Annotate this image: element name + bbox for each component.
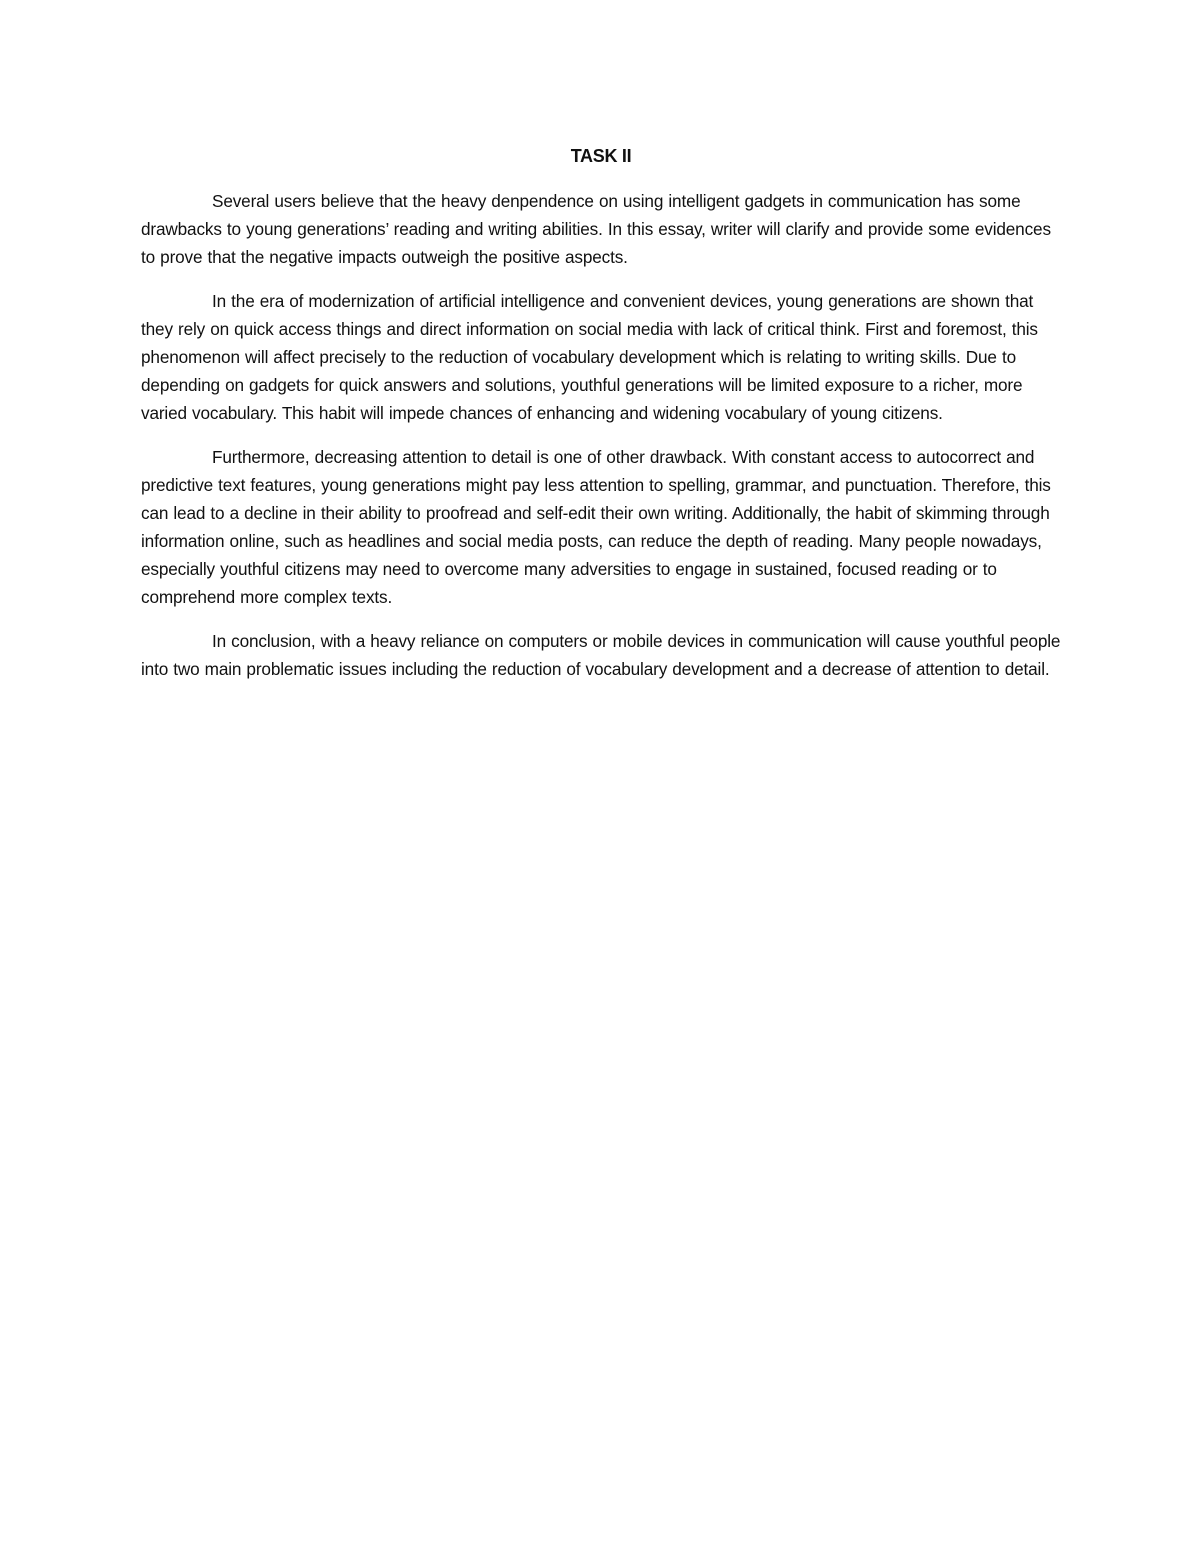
paragraph-conclusion: In conclusion, with a heavy reliance on computers or mobile devices in communication will cause youthful people into two main problematic issues including the reduction of vocabulary development and a decrease of attention to detail. (141, 631, 1061, 679)
paragraph-introduction: Several users believe that the heavy denpendence on using intelligent gadgets in communication has some drawbacks to young generations’ reading and writing abilities. In this essay, writer will clarify and provide some evidences to prove that the negative impacts outweigh the positive aspects. (141, 191, 1051, 267)
document-body (141, 144, 1061, 699)
paragraph-vocabulary: In the era of modernization of artificial intelligence and convenient devices, young generations are shown that they rely on quick access things and direct information on social media with lack of critical think. First and foremost, this phenomenon will affect precisely to the reduction of vocabulary development which is relating to writing skills. Due to depending on gadgets for quick answers and solutions, youthful generations will be limited exposure to a richer, more varied vocabulary. This habit will impede chances of enhancing and widening vocabulary of young citizens. (141, 291, 1038, 423)
document-title: TASK II (570, 146, 632, 166)
paragraph-attention-to-detail: Furthermore, decreasing attention to detail is one of other drawback. With constant access to autocorrect and predictive text features, young generations might pay less attention to spelling, grammar, and punctuation. Therefore, this can lead to a decline in their ability to proofread and self-edit their own writing. Additionally, the habit of skimming through information online, such as headlines and social media posts, can reduce the depth of reading. Many people nowadays, especially youthful citizens may need to overcome many adversities to engage in sustained, focused reading or to comprehend more complex texts. (141, 447, 1051, 607)
